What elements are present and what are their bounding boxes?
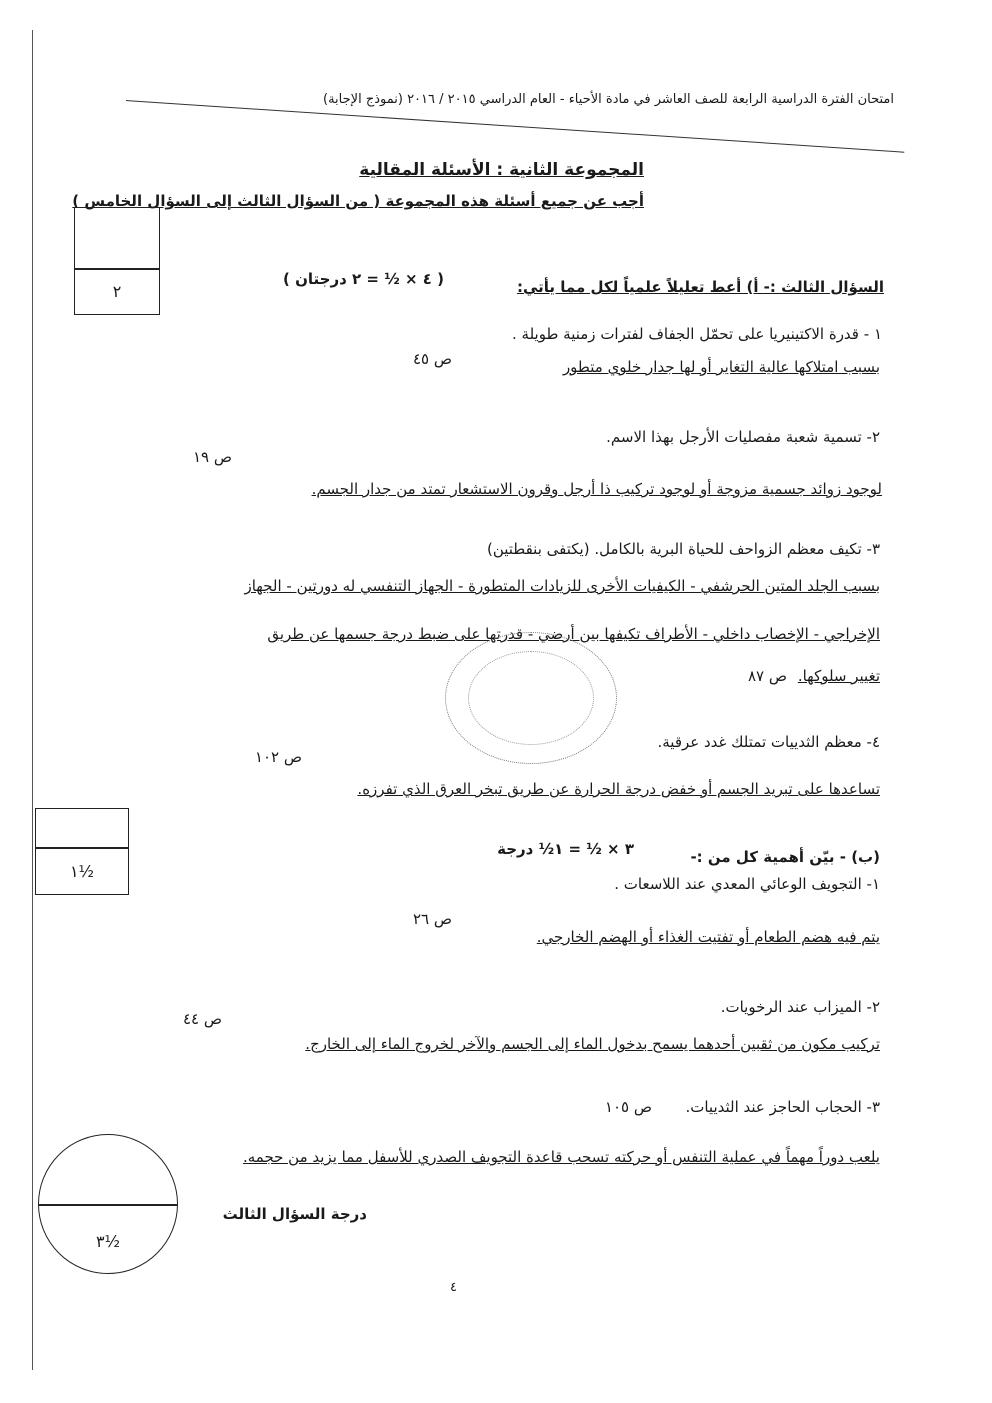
section-instruction: أجب عن جميع أسئلة هذه المجموعة ( من السؤال الثالث إلى السؤال الخامس ) [72,192,644,210]
q3-item4-answer: تساعدها على تبريد الجسم أو خفض درجة الحرارة عن طريق تبخر العرق الذي تفرزه. [357,780,880,798]
q3-total-circle [38,1134,178,1274]
q3-item2-question: ٢- تسمية شعبة مفصليات الأرجل بهذا الاسم. [606,428,880,446]
q3b-item1-question: ١- التجويف الوعائي المعدي عند اللاسعات . [614,875,880,893]
q3-item1-question: ١ - قدرة الاكتينيريا على تحمّل الجفاف لفترات زمنية طويلة . [512,325,882,343]
q3b-item2-question: ٢- الميزاب عند الرخويات. [720,998,880,1016]
q3-item1-ref: ص ٤٥ [412,350,452,368]
q3-total-divider [39,1204,177,1206]
q3-score: ٢ [112,282,122,301]
q3-item4-ref: ص ١٠٢ [254,748,302,766]
q3-marks: ( ٤ × ½ = ٢ درجتان ) [283,270,444,288]
q3-item4-question: ٤- معظم الثدييات تمتلك غدد عرقية. [657,733,880,751]
q3b-item2-ref: ص ٤٤ [182,1010,222,1028]
q3-total-label: درجة السؤال الثالث [222,1205,367,1223]
q3-label: السؤال الثالث :- أ) أعط تعليلاً علمياً لكل مما يأتي: [516,278,884,296]
q3-score-box [74,207,160,315]
q3b-item1-ref: ص ٢٦ [412,910,452,928]
q3-item2-answer: لوجود زوائد جسمية مزوجة أو لوجود تركيب ذا أرجل وقرون الاستشعار تمتد من جدار الجسم. [311,480,882,498]
q3b-score-box [35,808,129,895]
page-edge [32,30,33,1370]
page-number: ٤ [450,1280,457,1295]
q3-item3-answer-1: بسبب الجلد المتين الحرشفي - الكيفيات الأخرى للزيادات المتطورة - الجهاز التنفسي له دورتين - الجهاز [244,577,880,595]
q3-item3-question: ٣- تكيف معظم الزواحف للحياة البرية بالكامل. (يكتفى بنقطتين) [486,540,880,558]
q3b-score-divider [36,847,128,849]
q3b-item3-ref: ص ١٠٥ [604,1098,652,1116]
q3-item2-ref: ص ١٩ [192,448,232,466]
q3b-item3-answer: يلعب دوراً مهماً في عملية التنفس أو حركته تسحب قاعدة التجويف الصدري للأسفل مما يزيد من حجمه. [242,1148,880,1166]
q3-total-score: ٣½ [95,1232,121,1251]
q3-item3-answer-3: تغيير سلوكها. [797,667,880,685]
q3b-score: ١½ [69,862,95,881]
q3-item3-ref: ص ٨٧ [747,667,787,685]
q3b-marks: ٣ × ½ = ١½ درجة [497,840,634,858]
header-rule [126,100,904,153]
q3b-item1-answer: يتم فيه هضم الطعام أو تفتيت الغذاء أو الهضم الخارجي. [536,928,880,946]
section-title: المجموعة الثانية : الأسئلة المقالية [359,160,644,180]
q3-item3-answer-2: الإخراجي - الإخصاب داخلي - الأطراف تكيفها بين أرضي - قدرتها على ضبط درجة جسمها عن طريق [267,625,880,643]
q3b-item2-answer: تركيب مكون من ثقبين أحدهما يسمح بدخول الماء إلى الجسم والآخر لخروج الماء إلى الخارج. [305,1035,880,1053]
q3-score-divider [75,268,159,270]
q3b-item3-question: ٣- الحجاب الحاجز عند الثدييات. [685,1098,880,1116]
exam-header: امتحان الفترة الدراسية الرابعة للصف العاشر في مادة الأحياء - العام الدراسي ٢٠١٥ / ٢٠١٦ (نموذج الإجابة) [323,92,894,107]
q3-item1-answer: بسبب امتلاكها عالية التغاير أو لها جدار خلوي متطور [562,358,880,376]
school-seal [445,632,617,764]
q3b-label: (ب) - بيّن أهمية كل من :- [690,848,880,866]
